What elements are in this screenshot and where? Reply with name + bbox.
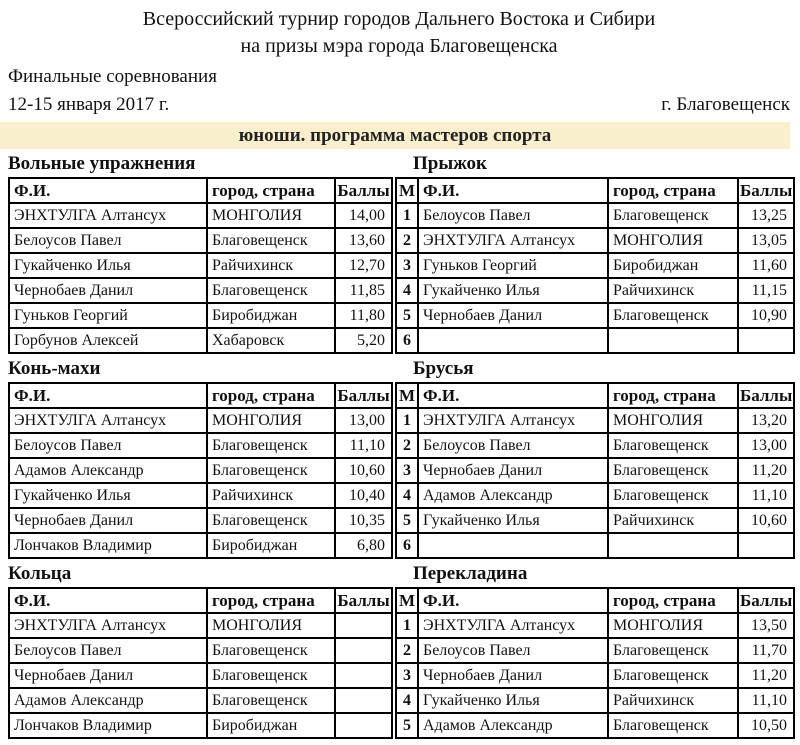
score-cell: 5,20 xyxy=(335,328,392,353)
city-country-cell: Хабаровск xyxy=(207,328,335,353)
place-cell: 2 xyxy=(396,638,418,663)
date-location-row xyxy=(8,93,790,116)
score-cell xyxy=(335,613,392,638)
city-country-cell: МОНГОЛИЯ xyxy=(207,408,335,433)
athlete-name-cell: Чернобаев Данил xyxy=(9,278,207,303)
score-cell: 10,60 xyxy=(335,458,392,483)
results-table-pommel-horse xyxy=(8,382,393,559)
column-header-name: Ф.И. xyxy=(9,588,207,613)
athlete-name-cell: Белоусов Павел xyxy=(9,433,207,458)
athlete-name-cell xyxy=(418,328,608,353)
score-cell xyxy=(738,328,794,353)
table-row xyxy=(396,458,794,483)
column-header-city: город, страна xyxy=(608,178,738,203)
column-header-city: город, страна xyxy=(608,383,738,408)
city-country-cell: Райчихинск xyxy=(207,483,335,508)
city-country-cell: МОНГОЛИЯ xyxy=(608,228,738,253)
title-line-1: Всероссийский турнир городов Дальнего Востока и Сибири xyxy=(142,8,656,30)
table-row xyxy=(396,713,794,738)
column-header-place: М xyxy=(396,383,418,408)
athlete-name-cell: Гуньков Георгий xyxy=(9,303,207,328)
column-header-city: город, страна xyxy=(207,178,335,203)
column-header-score: Баллы xyxy=(335,383,392,408)
section-floor-vault xyxy=(8,152,793,354)
place-cell: 5 xyxy=(396,508,418,533)
event-title-parallel-bars: Брусья xyxy=(413,358,474,379)
city-country-cell: Благовещенск xyxy=(608,303,738,328)
place-cell: 1 xyxy=(396,613,418,638)
city-country-cell: Благовещенск xyxy=(207,638,335,663)
city-country-cell: Благовещенск xyxy=(608,433,738,458)
city-country-cell: МОНГОЛИЯ xyxy=(207,203,335,228)
table-row xyxy=(396,303,794,328)
athlete-name-cell: Адамов Александр xyxy=(9,458,207,483)
score-cell: 11,15 xyxy=(738,278,794,303)
score-cell: 6,80 xyxy=(335,533,392,558)
place-cell: 3 xyxy=(396,663,418,688)
athlete-name-cell: ЭНХТУЛГА Алтансух xyxy=(418,228,608,253)
city-country-cell: Благовещенск xyxy=(207,433,335,458)
place-cell: 2 xyxy=(396,433,418,458)
score-cell: 11,70 xyxy=(738,638,794,663)
table-row xyxy=(396,638,794,663)
place-cell: 4 xyxy=(396,278,418,303)
score-cell: 10,90 xyxy=(738,303,794,328)
score-cell: 11,85 xyxy=(335,278,392,303)
athlete-name-cell: Белоусов Павел xyxy=(9,638,207,663)
table-row xyxy=(9,533,392,558)
column-header-city: город, страна xyxy=(207,383,335,408)
table-row xyxy=(9,303,392,328)
column-header-city: город, страна xyxy=(608,588,738,613)
event-title-rings: Кольца xyxy=(8,563,72,584)
table-row xyxy=(9,458,392,483)
table-row xyxy=(9,663,392,688)
table-header-row xyxy=(9,588,392,613)
table-row xyxy=(396,663,794,688)
score-cell: 12,70 xyxy=(335,253,392,278)
score-cell: 10,60 xyxy=(738,508,794,533)
city-country-cell: Райчихинск xyxy=(608,278,738,303)
athlete-name-cell: ЭНХТУЛГА Алтансух xyxy=(9,408,207,433)
city-country-cell: Благовещенск xyxy=(207,508,335,533)
score-cell: 13,20 xyxy=(738,408,794,433)
athlete-name-cell: Лончаков Владимир xyxy=(9,533,207,558)
place-cell: 1 xyxy=(396,203,418,228)
table-row xyxy=(396,508,794,533)
section-pommel-pbars xyxy=(8,357,793,559)
city-country-cell: Райчихинск xyxy=(608,688,738,713)
results-table-floor xyxy=(8,177,393,354)
table-row xyxy=(9,688,392,713)
city-country-cell: Благовещенск xyxy=(207,663,335,688)
place-cell: 2 xyxy=(396,228,418,253)
place-cell: 4 xyxy=(396,688,418,713)
event-title-floor: Вольные упражнения xyxy=(8,153,196,174)
table-header-row xyxy=(396,588,794,613)
table-row xyxy=(9,433,392,458)
athlete-name-cell: ЭНХТУЛГА Алтансух xyxy=(9,613,207,638)
title-line-2: на призы мэра города Благовещенска xyxy=(240,35,558,57)
athlete-name-cell: Гукайченко Илья xyxy=(418,688,608,713)
column-header-place: М xyxy=(396,178,418,203)
score-cell: 10,40 xyxy=(335,483,392,508)
column-header-city: город, страна xyxy=(207,588,335,613)
table-row xyxy=(396,688,794,713)
athlete-name-cell: ЭНХТУЛГА Алтансух xyxy=(418,613,608,638)
city-country-cell: Биробиджан xyxy=(207,713,335,738)
city-country-cell: Благовещенск xyxy=(608,638,738,663)
city-country-cell: МОНГОЛИЯ xyxy=(608,408,738,433)
city-country-cell: Райчихинск xyxy=(608,508,738,533)
place-cell: 3 xyxy=(396,458,418,483)
table-row xyxy=(9,638,392,663)
score-cell: 10,35 xyxy=(335,508,392,533)
athlete-name-cell: Адамов Александр xyxy=(418,713,608,738)
score-cell xyxy=(335,713,392,738)
table-row xyxy=(9,253,392,278)
city-country-cell xyxy=(608,328,738,353)
table-row xyxy=(9,328,392,353)
athlete-name-cell xyxy=(418,533,608,558)
score-cell: 11,80 xyxy=(335,303,392,328)
column-header-name: Ф.И. xyxy=(418,383,608,408)
score-cell xyxy=(335,638,392,663)
athlete-name-cell: Чернобаев Данил xyxy=(418,458,608,483)
results-table-parallel-bars xyxy=(395,382,795,559)
athlete-name-cell: Белоусов Павел xyxy=(9,228,207,253)
table-row xyxy=(9,613,392,638)
document-title xyxy=(8,6,790,60)
place-cell: 3 xyxy=(396,253,418,278)
city-country-cell: Благовещенск xyxy=(608,458,738,483)
table-row xyxy=(9,483,392,508)
score-cell: 11,20 xyxy=(738,458,794,483)
city-country-cell: Благовещенск xyxy=(207,688,335,713)
table-row xyxy=(396,203,794,228)
column-header-name: Ф.И. xyxy=(418,588,608,613)
athlete-name-cell: Горбунов Алексей xyxy=(9,328,207,353)
athlete-name-cell: Адамов Александр xyxy=(9,688,207,713)
event-title-vault: Прыжок xyxy=(413,153,487,174)
table-row xyxy=(396,408,794,433)
column-header-place: М xyxy=(396,588,418,613)
place-cell: 5 xyxy=(396,303,418,328)
table-row xyxy=(9,228,392,253)
score-cell xyxy=(335,663,392,688)
city-country-cell xyxy=(608,533,738,558)
score-cell: 13,05 xyxy=(738,228,794,253)
column-header-score: Баллы xyxy=(738,588,794,613)
city-country-cell: МОНГОЛИЯ xyxy=(608,613,738,638)
city-country-cell: Биробиджан xyxy=(608,253,738,278)
score-cell: 13,00 xyxy=(335,408,392,433)
athlete-name-cell: Адамов Александр xyxy=(418,483,608,508)
score-cell: 11,60 xyxy=(738,253,794,278)
city-country-cell: Райчихинск xyxy=(207,253,335,278)
athlete-name-cell: Белоусов Павел xyxy=(418,638,608,663)
score-cell: 13,50 xyxy=(738,613,794,638)
event-date: 12-15 января 2017 г. xyxy=(8,94,170,115)
table-row xyxy=(396,228,794,253)
city-country-cell: Биробиджан xyxy=(207,303,335,328)
section-rings-highbar xyxy=(8,562,793,739)
event-location: г. Благовещенск xyxy=(661,94,790,115)
city-country-cell: Благовещенск xyxy=(608,663,738,688)
city-country-cell: Биробиджан xyxy=(207,533,335,558)
table-row xyxy=(396,533,794,558)
table-row xyxy=(9,408,392,433)
score-cell xyxy=(738,533,794,558)
table-row xyxy=(9,508,392,533)
score-cell: 11,10 xyxy=(738,688,794,713)
city-country-cell: Благовещенск xyxy=(608,203,738,228)
column-header-name: Ф.И. xyxy=(418,178,608,203)
event-title-pommel-horse: Конь-махи xyxy=(8,358,101,379)
table-header-row xyxy=(9,383,392,408)
score-cell: 13,00 xyxy=(738,433,794,458)
column-header-score: Баллы xyxy=(738,178,794,203)
event-title-horizontal-bar: Перекладина xyxy=(413,563,528,584)
table-row xyxy=(9,203,392,228)
column-header-score: Баллы xyxy=(335,588,392,613)
athlete-name-cell: Чернобаев Данил xyxy=(9,508,207,533)
table-row xyxy=(396,278,794,303)
table-row xyxy=(396,328,794,353)
city-country-cell: Благовещенск xyxy=(608,483,738,508)
score-cell: 13,25 xyxy=(738,203,794,228)
score-cell: 11,20 xyxy=(738,663,794,688)
city-country-cell: Благовещенск xyxy=(207,278,335,303)
place-cell: 4 xyxy=(396,483,418,508)
athlete-name-cell: Белоусов Павел xyxy=(418,433,608,458)
column-header-score: Баллы xyxy=(335,178,392,203)
table-row xyxy=(9,278,392,303)
column-header-score: Баллы xyxy=(738,383,794,408)
results-table-rings xyxy=(8,587,393,739)
athlete-name-cell: Гуньков Георгий xyxy=(418,253,608,278)
table-header-row xyxy=(396,178,794,203)
athlete-name-cell: Чернобаев Данил xyxy=(418,303,608,328)
athlete-name-cell: Чернобаев Данил xyxy=(9,663,207,688)
table-row xyxy=(396,433,794,458)
athlete-name-cell: Белоусов Павел xyxy=(418,203,608,228)
athlete-name-cell: Гукайченко Илья xyxy=(9,253,207,278)
column-header-name: Ф.И. xyxy=(9,178,207,203)
program-banner: юноши. программа мастеров спорта xyxy=(0,122,790,149)
athlete-name-cell: Чернобаев Данил xyxy=(418,663,608,688)
city-country-cell: Благовещенск xyxy=(207,458,335,483)
athlete-name-cell: Гукайченко Илья xyxy=(418,278,608,303)
place-cell: 6 xyxy=(396,533,418,558)
city-country-cell: Благовещенск xyxy=(207,228,335,253)
table-row xyxy=(9,713,392,738)
score-cell: 10,50 xyxy=(738,713,794,738)
place-cell: 1 xyxy=(396,408,418,433)
table-row xyxy=(396,253,794,278)
column-header-name: Ф.И. xyxy=(9,383,207,408)
score-cell xyxy=(335,688,392,713)
table-row xyxy=(396,613,794,638)
results-table-vault xyxy=(395,177,795,354)
place-cell: 6 xyxy=(396,328,418,353)
score-cell: 14,00 xyxy=(335,203,392,228)
score-cell: 11,10 xyxy=(738,483,794,508)
table-header-row xyxy=(9,178,392,203)
athlete-name-cell: Гукайченко Илья xyxy=(418,508,608,533)
table-row xyxy=(396,483,794,508)
subtitle-final-competitions: Финальные соревнования xyxy=(8,66,217,87)
score-cell: 11,10 xyxy=(335,433,392,458)
place-cell: 5 xyxy=(396,713,418,738)
athlete-name-cell: ЭНХТУЛГА Алтансух xyxy=(418,408,608,433)
table-header-row xyxy=(396,383,794,408)
athlete-name-cell: ЭНХТУЛГА Алтансух xyxy=(9,203,207,228)
results-table-horizontal-bar xyxy=(395,587,795,739)
city-country-cell: Благовещенск xyxy=(608,713,738,738)
city-country-cell: МОНГОЛИЯ xyxy=(207,613,335,638)
athlete-name-cell: Гукайченко Илья xyxy=(9,483,207,508)
score-cell: 13,60 xyxy=(335,228,392,253)
athlete-name-cell: Лончаков Владимир xyxy=(9,713,207,738)
